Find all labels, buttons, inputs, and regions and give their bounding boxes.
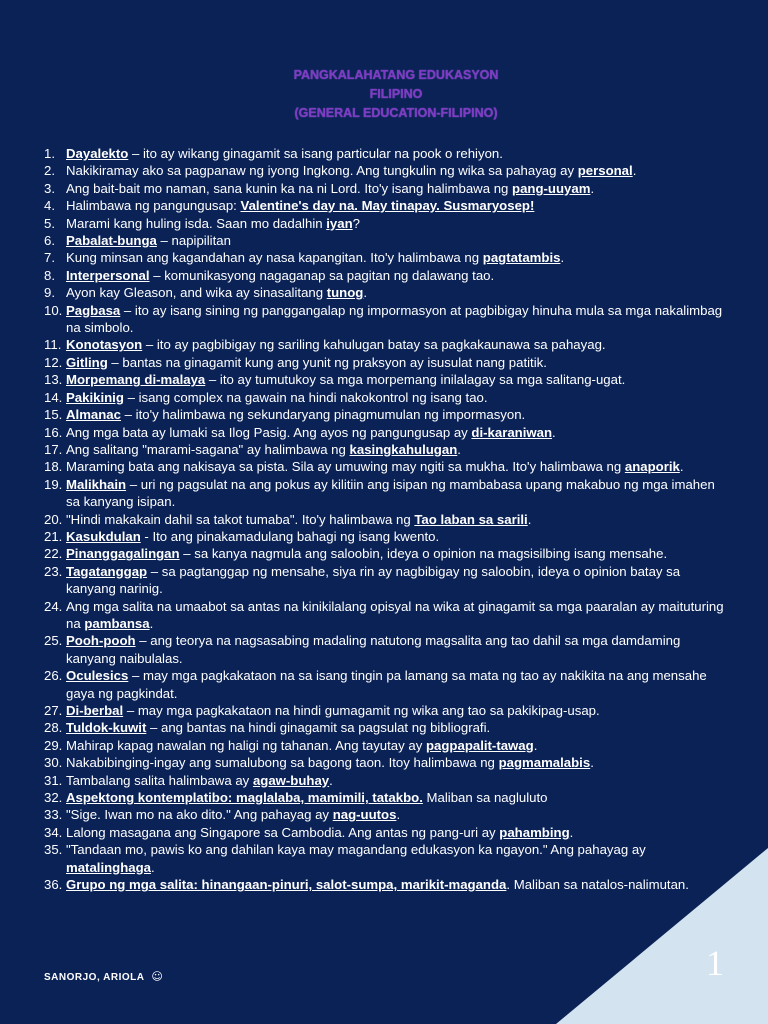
item-text: Ang bait-bait mo naman, sana kunin ka na ni Lord. Ito'y isang halimbawa ng (66, 180, 513, 196)
list-item (44, 789, 724, 806)
item-text: - Ito ang pinakamadulang bahagi ng isang kwento. (140, 528, 440, 544)
item-text: – ito ay wikang ginagamit sa isang particular na pook o rehiyon. (128, 146, 503, 161)
item-text: . (329, 772, 333, 788)
item-text: "Hindi makakain dahil sa takot tumaba". Ito'y halimbawa ng (66, 511, 415, 527)
page-number: 1 (706, 943, 724, 983)
item-number: 11. (44, 337, 62, 353)
item-number: 13. (44, 372, 63, 388)
item-text: . (396, 807, 401, 823)
key-term: kasingkahulugan (349, 441, 458, 457)
key-term: Malikhain (66, 476, 127, 492)
item-text: Mahirap kapag nawalan ng haligi ng tahanan. Ang tayutay ay (66, 737, 426, 753)
item-number: 19. (44, 476, 63, 492)
item-number: 26. (44, 668, 63, 684)
item-number: 35. (44, 842, 63, 858)
header-title: PANGKALAHATANG EDUKASYON (293, 68, 499, 82)
item-text: Tambalang salita halimbawa ay (66, 772, 253, 788)
list-item (44, 441, 724, 458)
item-number: 24. (44, 598, 63, 614)
list-item (44, 215, 724, 232)
item-number: 34. (44, 824, 63, 840)
item-number: 12. (44, 354, 63, 370)
item-number: 29. (44, 737, 63, 753)
list-item (44, 806, 724, 823)
item-number: 23. (44, 563, 63, 579)
key-term: pahambing (499, 824, 570, 840)
key-term: Pooh-pooh (66, 633, 136, 649)
item-text: . (533, 737, 538, 753)
item-number: 10. (44, 302, 63, 318)
item-number: 14. (44, 389, 63, 405)
item-text: – komunikasyong nagaganap sa pagitan ng dalawang tao. (149, 267, 495, 283)
list-item (44, 458, 724, 475)
list-item (44, 389, 724, 406)
item-text: – bantas na ginagamit kung ang yunit ng praksyon ay isusulat nang patitik. (107, 354, 547, 370)
list-item (44, 702, 724, 719)
key-term: tunog (326, 285, 364, 301)
item-text: Maraming bata ang nakisaya sa pista. Sila ay umuwing may ngiti sa mukha. Ito'y halimbawa ng (66, 459, 625, 475)
item-number: 32. (44, 790, 63, 806)
key-term: anaporik (624, 459, 680, 475)
item-number: 18. (44, 459, 63, 475)
footer-author (44, 970, 163, 983)
key-term: Pinanggagalingan (66, 546, 180, 562)
item-text: "Tandaan mo, pawis ko ang dahilan kaya may magandang edukasyon ka ngayon." Ang pahayag ay (66, 842, 646, 858)
key-term: Tagatanggap (66, 563, 148, 579)
item-number: 27. (44, 703, 63, 718)
key-term: Grupo ng mga salita: hinangaan-pinuri, salot-sumpa, marikit-maganda (66, 877, 507, 893)
item-text: – ito ay isang sining ng panggangalap ng impormasyon at pagbibigay hinuha mula sa mga nakalimbag na simbolo. (66, 302, 723, 336)
list-item (44, 563, 724, 598)
item-number: 9. (44, 285, 55, 301)
list-item (44, 267, 724, 284)
item-number: 25. (44, 633, 63, 649)
key-term: pambansa (84, 615, 150, 631)
item-number: 33. (44, 807, 63, 823)
item-number: 2. (44, 163, 55, 179)
item-text: – napipilitan (156, 233, 231, 249)
item-number: 5. (44, 215, 55, 231)
reviewer-item-list (44, 145, 724, 893)
item-text: . (560, 250, 565, 266)
item-text: . (679, 459, 684, 475)
key-term: Pagbasa (66, 302, 121, 318)
item-text: – ito ay tumutukoy sa mga morpemang inilalagay sa mga salitang-ugat. (205, 372, 626, 388)
list-item (44, 371, 724, 388)
item-text: . (363, 285, 368, 301)
key-term: pang-uuyam (512, 180, 591, 196)
list-item (44, 754, 724, 771)
list-item (44, 824, 724, 841)
key-term: Konotasyon (66, 337, 143, 353)
key-term: Interpersonal (66, 267, 150, 283)
item-text: Ang salitang "marami-sagana" ay halimbawa ng (66, 441, 350, 457)
item-text: . (632, 163, 637, 179)
item-text: . (590, 180, 595, 196)
key-term: Oculesics (66, 668, 129, 684)
list-item (44, 667, 724, 702)
item-number: 1. (44, 146, 55, 161)
item-text: – sa pagtanggap ng mensahe, siya rin ay nagbibigay ng saloobin, ideya o opinion batay sa kanyang narinig. (66, 563, 681, 597)
item-text: . (457, 441, 461, 457)
key-term: Kasukdulan (66, 528, 141, 544)
item-text: . (149, 615, 154, 631)
item-text: Ayon kay Gleason, and wika ay sinasalitang (66, 285, 327, 301)
list-item (44, 249, 724, 266)
item-text: . (151, 859, 155, 875)
key-term: agaw-buhay (252, 772, 330, 788)
item-text: Lalong masagana ang Singapore sa Cambodia. Ang antas ng pang-uri ay (66, 824, 500, 840)
key-term: Tao laban sa sarili (414, 511, 528, 527)
list-item (44, 528, 724, 545)
key-term: nag-uutos (332, 807, 397, 823)
item-text: – may mga pagkakataon na sa isang tingin pa lamang sa mata ng tao ay nakikita na ang mensahe gaya ng pagkindat. (66, 668, 707, 701)
key-term: Dayalekto (66, 146, 129, 161)
item-text: . (527, 511, 532, 527)
item-text: – isang complex na gawain na hindi nakokontrol ng isang tao. (123, 389, 488, 405)
item-text: . (590, 755, 594, 771)
list-item (44, 511, 724, 528)
list-item (44, 476, 724, 511)
item-text: Halimbawa ng pangungusap: (66, 198, 241, 214)
list-item (44, 145, 724, 162)
list-item (44, 737, 724, 754)
item-number: 31. (44, 772, 63, 788)
item-text: . (569, 824, 574, 840)
item-number: 8. (44, 267, 55, 283)
item-text: ? (352, 215, 360, 231)
smiley-icon: ☺ (151, 970, 164, 983)
item-number: 4. (44, 198, 55, 214)
item-number: 7. (44, 250, 55, 266)
list-item (44, 197, 724, 214)
item-text: Maliban sa nagluluto (422, 790, 548, 806)
item-text: – uri ng pagsulat na ang pokus ay kilitiin ang isipan ng mambabasa upang makabuo ng mga imahen sa kanyang isipan. (66, 476, 715, 510)
document-header (0, 66, 768, 123)
list-item (44, 772, 724, 789)
item-number: 15. (44, 407, 63, 423)
item-text: . Maliban sa natalos-nalimutan. (506, 877, 689, 893)
corner-triangle-decoration (556, 848, 768, 1024)
key-term: personal (577, 163, 633, 179)
item-text: Ang mga bata ay lumaki sa Ilog Pasig. Ang ayos ng pangungusap ay (66, 424, 472, 440)
item-number: 16. (44, 424, 63, 440)
item-text: – ito ay pagbibigay ng sariling kahulugan batay sa pagkakaunawa sa pahayag. (142, 337, 606, 353)
item-text: Nakikiramay ako sa pagpanaw ng iyong Ingkong. Ang tungkulin ng wika sa pahayag ay (66, 163, 578, 179)
item-number: 30. (44, 755, 63, 771)
list-item (44, 180, 724, 197)
item-number: 6. (44, 233, 55, 249)
key-term: Morpemang di-malaya (66, 372, 206, 388)
key-term: Aspektong kontemplatibo: maglalaba, mamimili, tatakbo. (66, 790, 423, 806)
key-term: iyan (326, 215, 353, 231)
item-text: Ang mga salita na umaabot sa antas na kinikilalang opisyal na wika at ginagamit sa mga paaralan ay maituturing na (66, 598, 724, 631)
list-item (44, 354, 724, 371)
header-subject: FILIPINO (369, 87, 423, 101)
list-item (44, 232, 724, 249)
item-number: 36. (44, 877, 63, 893)
key-term: Pakikinig (66, 389, 124, 405)
key-term: pagtatambis (482, 250, 561, 266)
list-item (44, 424, 724, 441)
item-number: 21. (44, 528, 63, 544)
key-term: pagpapalit-tawag (425, 737, 534, 753)
list-item (44, 336, 724, 353)
list-item (44, 302, 724, 337)
author-name: SANORJO, ARIOLA (44, 972, 145, 983)
item-number: 28. (44, 720, 63, 736)
item-text: – may mga pagkakataon na hindi gumagamit ng wika ang tao sa pakikipag-usap. (123, 703, 600, 718)
list-item (44, 545, 724, 562)
key-term: Gitling (66, 354, 108, 370)
item-number: 3. (44, 180, 55, 196)
list-item (44, 162, 724, 179)
item-number: 20. (44, 511, 63, 527)
item-text: Kung minsan ang kagandahan ay nasa kapangitan. Ito'y halimbawa ng (66, 250, 483, 266)
item-text: – sa kanya nagmula ang saloobin, ideya o opinion na magsisilbing isang mensahe. (179, 546, 668, 562)
item-text: – ang bantas na hindi ginagamit sa pagsulat ng bibliografi. (146, 720, 491, 736)
list-item (44, 284, 724, 301)
item-text: – ang teorya na nagsasabing madaling natutong magsalita ang tao dahil sa mga damdaming kanyang naibulalas. (66, 633, 681, 666)
key-term: matalinghaga (66, 859, 152, 875)
key-term: pagmamalabis (498, 755, 591, 771)
key-term: di-karaniwan (471, 424, 553, 440)
item-number: 17. (44, 441, 63, 457)
key-term: Valentine's day na. May tinapay. Susmaryosep! (240, 198, 535, 214)
list-item (44, 632, 724, 667)
list-item (44, 406, 724, 423)
list-item (44, 598, 724, 633)
item-number: 22. (44, 546, 63, 562)
item-text: Marami kang huling isda. Saan mo dadalhin (66, 215, 327, 231)
item-text: – ito'y halimbawa ng sekundaryang pinagmumulan ng impormasyon. (120, 407, 526, 423)
item-text: Nakabibinging-ingay ang sumalubong sa bagong taon. Itoy halimbawa ng (66, 755, 499, 771)
key-term: Di-berbal (66, 703, 124, 718)
key-term: Pabalat-bunga (66, 233, 157, 249)
key-term: Tuldok-kuwit (66, 720, 147, 736)
item-text: . (552, 424, 556, 440)
key-term: Almanac (66, 407, 121, 423)
item-text: "Sige. Iwan mo na ako dito." Ang pahayag ay (66, 807, 333, 823)
header-subtitle: (GENERAL EDUCATION-FILIPINO) (294, 106, 498, 120)
list-item (44, 719, 724, 736)
